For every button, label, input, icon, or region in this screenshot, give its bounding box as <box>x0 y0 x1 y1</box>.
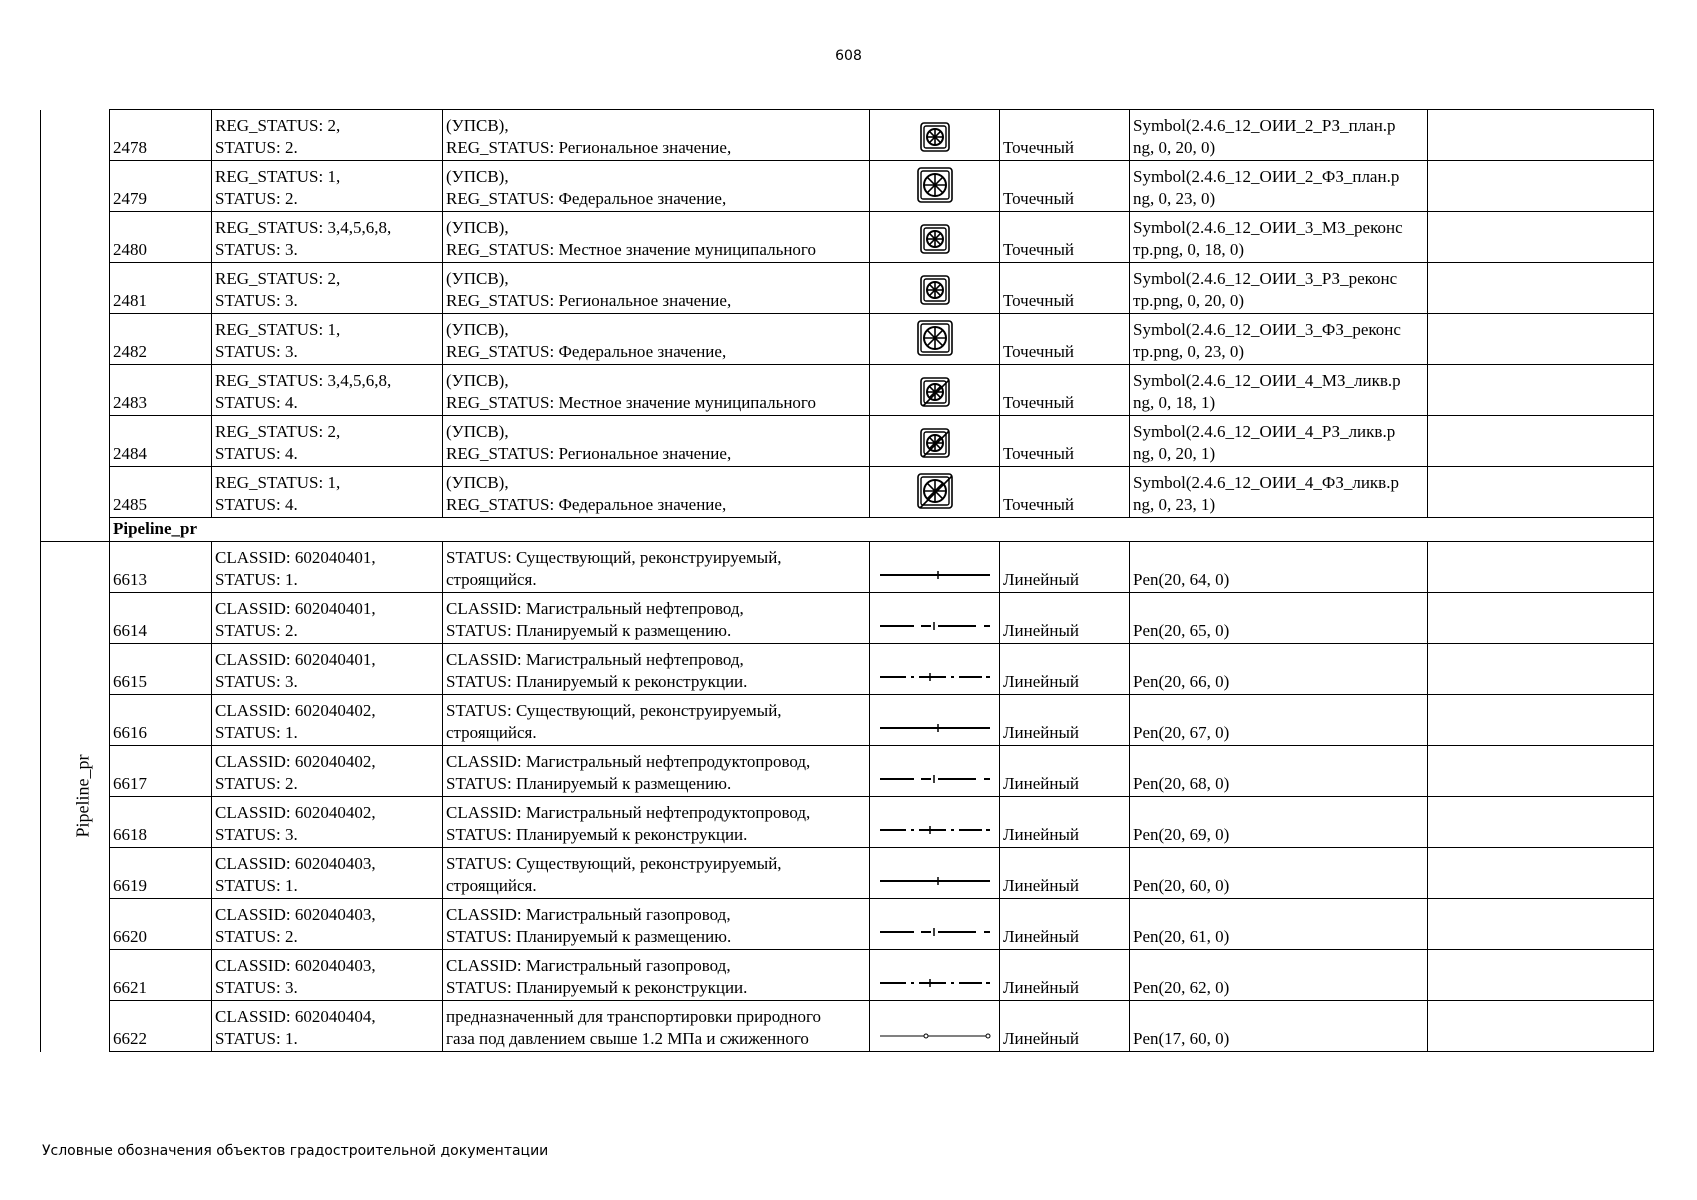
code-cell: 2479 <box>110 161 212 212</box>
table-row <box>41 797 1654 848</box>
parameter-line1: Symbol(2.4.6_12_ОИИ_4_РЗ_ликв.p <box>1133 422 1396 441</box>
condition-cell <box>212 110 443 161</box>
condition-line2: STATUS: 1. <box>215 1029 298 1048</box>
description-line1: предназначенный для транспортировки природного <box>446 1007 822 1026</box>
condition-line2: STATUS: 3. <box>215 240 298 259</box>
pipeline-line-symbol-icon <box>876 672 994 691</box>
condition-line1: CLASSID: 602040402, <box>215 803 376 822</box>
condition-line1: CLASSID: 602040403, <box>215 956 376 975</box>
code-cell: 6618 <box>110 797 212 848</box>
description-cell <box>443 797 870 848</box>
geometry-type-cell: Линейный <box>1000 899 1130 950</box>
parameter-cell <box>1130 365 1428 416</box>
table-row <box>41 644 1654 695</box>
condition-cell <box>212 416 443 467</box>
description-cell <box>443 1001 870 1052</box>
code-cell: 2478 <box>110 110 212 161</box>
parameter-line1: Symbol(2.4.6_12_ОИИ_2_РЗ_план.p <box>1133 116 1396 135</box>
description-line2: REG_STATUS: Федеральное значение, <box>446 495 727 514</box>
parameter-line2: тр.png, 0, 20, 0) <box>1133 291 1245 310</box>
parameter-line2: тр.png, 0, 18, 0) <box>1133 240 1245 259</box>
condition-line2: STATUS: 1. <box>215 570 298 589</box>
code-cell: 6622 <box>110 1001 212 1052</box>
geometry-type-cell: Точечный <box>1000 365 1130 416</box>
code-cell: 2485 <box>110 467 212 518</box>
parameter-cell: Pen(20, 64, 0) <box>1130 542 1428 593</box>
condition-cell <box>212 848 443 899</box>
description-line2: REG_STATUS: Региональное значение, <box>446 291 732 310</box>
pipeline-line-symbol-icon <box>876 570 994 589</box>
description-line1: CLASSID: Магистральный нефтепровод, <box>446 599 744 618</box>
description-line2: STATUS: Планируемый к размещению. <box>446 774 732 793</box>
geometry-type-cell: Точечный <box>1000 314 1130 365</box>
parameter-line2: ng, 0, 20, 1) <box>1133 444 1216 463</box>
condition-cell <box>212 365 443 416</box>
line-symbol-cell <box>870 950 1000 1001</box>
description-line2: газа под давлением свыше 1.2 МПа и сжиженного <box>446 1029 809 1048</box>
condition-line2: STATUS: 2. <box>215 621 298 640</box>
description-cell <box>443 899 870 950</box>
description-line1: (УПСВ), <box>446 473 509 492</box>
group-indent-cell <box>41 416 110 467</box>
geometry-type-cell: Линейный <box>1000 695 1130 746</box>
line-symbol-cell <box>870 542 1000 593</box>
geometry-type-cell: Точечный <box>1000 110 1130 161</box>
condition-line2: STATUS: 2. <box>215 189 298 208</box>
description-line2: STATUS: Планируемый к реконструкции. <box>446 978 748 997</box>
description-line1: STATUS: Существующий, реконструируемый, <box>446 854 782 873</box>
parameter-cell: Pen(20, 67, 0) <box>1130 695 1428 746</box>
condition-cell <box>212 695 443 746</box>
code-cell: 6616 <box>110 695 212 746</box>
geometry-type-cell: Линейный <box>1000 746 1130 797</box>
notes-cell <box>1428 899 1654 950</box>
group-indent-cell <box>41 314 110 365</box>
description-cell <box>443 416 870 467</box>
condition-line1: REG_STATUS: 3,4,5,6,8, <box>215 218 392 237</box>
pipeline-line-symbol-icon <box>876 774 994 793</box>
parameter-cell <box>1130 314 1428 365</box>
line-symbol-cell <box>870 899 1000 950</box>
description-line1: (УПСВ), <box>446 218 509 237</box>
line-symbol-cell <box>870 797 1000 848</box>
parameter-cell: Pen(17, 60, 0) <box>1130 1001 1428 1052</box>
description-line1: (УПСВ), <box>446 371 509 390</box>
description-line1: STATUS: Существующий, реконструируемый, <box>446 548 782 567</box>
condition-cell <box>212 467 443 518</box>
pipeline-line-symbol-icon <box>876 1029 994 1048</box>
code-cell: 6615 <box>110 644 212 695</box>
line-symbol-cell <box>870 848 1000 899</box>
description-cell <box>443 314 870 365</box>
condition-line1: CLASSID: 602040403, <box>215 905 376 924</box>
parameter-cell: Pen(20, 66, 0) <box>1130 644 1428 695</box>
symbol-cell <box>870 263 1000 314</box>
condition-line1: REG_STATUS: 2, <box>215 269 341 288</box>
notes-cell <box>1428 950 1654 1001</box>
parameter-line2: ng, 0, 23, 0) <box>1133 189 1216 208</box>
parameter-line1: Symbol(2.4.6_12_ОИИ_2_ФЗ_план.p <box>1133 167 1400 186</box>
table-row <box>41 416 1654 467</box>
condition-line2: STATUS: 2. <box>215 774 298 793</box>
group-indent-cell <box>41 518 110 542</box>
description-line2: STATUS: Планируемый к размещению. <box>446 621 732 640</box>
condition-line1: REG_STATUS: 1, <box>215 167 341 186</box>
notes-cell <box>1428 1001 1654 1052</box>
notes-cell <box>1428 593 1654 644</box>
parameter-line1: Symbol(2.4.6_12_ОИИ_3_ФЗ_реконс <box>1133 320 1401 339</box>
parameter-line2: ng, 0, 18, 1) <box>1133 393 1216 412</box>
oii-4-fz-likv-icon <box>916 495 954 514</box>
condition-line2: STATUS: 3. <box>215 672 298 691</box>
description-cell <box>443 212 870 263</box>
parameter-cell <box>1130 263 1428 314</box>
oii-4-mz-likv-icon <box>919 393 951 412</box>
notes-cell <box>1428 467 1654 518</box>
notes-cell <box>1428 110 1654 161</box>
parameter-cell: Pen(20, 61, 0) <box>1130 899 1428 950</box>
table-row <box>41 950 1654 1001</box>
group-indent-cell <box>41 161 110 212</box>
line-symbol-cell <box>870 1001 1000 1052</box>
line-symbol-cell <box>870 593 1000 644</box>
description-line1: (УПСВ), <box>446 269 509 288</box>
description-line1: CLASSID: Магистральный нефтепровод, <box>446 650 744 669</box>
condition-cell <box>212 161 443 212</box>
condition-cell <box>212 899 443 950</box>
description-line2: REG_STATUS: Федеральное значение, <box>446 342 727 361</box>
condition-line2: STATUS: 3. <box>215 342 298 361</box>
table-row <box>41 848 1654 899</box>
description-line1: CLASSID: Магистральный нефтепродуктопровод, <box>446 803 811 822</box>
notes-cell <box>1428 848 1654 899</box>
symbol-cell <box>870 212 1000 263</box>
condition-cell <box>212 950 443 1001</box>
description-line1: CLASSID: Магистральный нефтепродуктопровод, <box>446 752 811 771</box>
description-line1: (УПСВ), <box>446 422 509 441</box>
geometry-type-cell: Линейный <box>1000 593 1130 644</box>
condition-line1: CLASSID: 602040401, <box>215 650 376 669</box>
description-line1: CLASSID: Магистральный газопровод, <box>446 956 731 975</box>
geometry-type-cell: Точечный <box>1000 161 1130 212</box>
description-line1: CLASSID: Магистральный газопровод, <box>446 905 731 924</box>
condition-line1: CLASSID: 602040404, <box>215 1007 376 1026</box>
code-cell: 2480 <box>110 212 212 263</box>
pipeline-line-symbol-icon <box>876 978 994 997</box>
side-group-label-text: Pipeline_pr <box>72 754 93 838</box>
condition-line2: STATUS: 3. <box>215 978 298 997</box>
description-line2: строящийся. <box>446 570 537 589</box>
legend-table <box>40 109 1654 1052</box>
table-row <box>41 263 1654 314</box>
description-cell <box>443 848 870 899</box>
condition-line2: STATUS: 4. <box>215 393 298 412</box>
parameter-cell: Pen(20, 60, 0) <box>1130 848 1428 899</box>
parameter-cell: Pen(20, 69, 0) <box>1130 797 1428 848</box>
parameter-line2: ng, 0, 20, 0) <box>1133 138 1216 157</box>
notes-cell <box>1428 644 1654 695</box>
table-row <box>41 542 1654 593</box>
oii-3-fz-rekonstr-icon <box>916 342 954 361</box>
geometry-type-cell: Линейный <box>1000 644 1130 695</box>
geometry-type-cell: Точечный <box>1000 212 1130 263</box>
parameter-cell <box>1130 212 1428 263</box>
code-cell: 6621 <box>110 950 212 1001</box>
geometry-type-cell: Линейный <box>1000 797 1130 848</box>
condition-line2: STATUS: 1. <box>215 723 298 742</box>
group-indent-cell <box>41 212 110 263</box>
description-cell <box>443 263 870 314</box>
table-row <box>41 314 1654 365</box>
condition-line1: CLASSID: 602040401, <box>215 599 376 618</box>
table-row <box>41 593 1654 644</box>
pipeline-line-symbol-icon <box>876 723 994 742</box>
code-cell: 6619 <box>110 848 212 899</box>
pipeline-line-symbol-icon <box>876 825 994 844</box>
condition-line1: REG_STATUS: 3,4,5,6,8, <box>215 371 392 390</box>
line-symbol-cell <box>870 695 1000 746</box>
symbol-cell <box>870 314 1000 365</box>
condition-line2: STATUS: 3. <box>215 825 298 844</box>
parameter-line1: Symbol(2.4.6_12_ОИИ_4_ФЗ_ликв.p <box>1133 473 1399 492</box>
notes-cell <box>1428 695 1654 746</box>
parameter-line2: ng, 0, 23, 1) <box>1133 495 1216 514</box>
code-cell: 6620 <box>110 899 212 950</box>
parameter-line1: Symbol(2.4.6_12_ОИИ_3_МЗ_реконс <box>1133 218 1403 237</box>
code-cell: 2483 <box>110 365 212 416</box>
condition-line1: REG_STATUS: 1, <box>215 473 341 492</box>
symbol-cell <box>870 365 1000 416</box>
code-cell: 6614 <box>110 593 212 644</box>
pipeline-line-symbol-icon <box>876 927 994 946</box>
condition-cell <box>212 263 443 314</box>
notes-cell <box>1428 365 1654 416</box>
table-row <box>41 212 1654 263</box>
description-line2: строящийся. <box>446 876 537 895</box>
description-line2: REG_STATUS: Местное значение муниципального <box>446 393 816 412</box>
code-cell: 2482 <box>110 314 212 365</box>
code-cell: 6613 <box>110 542 212 593</box>
symbol-cell <box>870 161 1000 212</box>
line-symbol-cell <box>870 644 1000 695</box>
description-line2: REG_STATUS: Местное значение муниципального <box>446 240 816 259</box>
parameter-cell <box>1130 161 1428 212</box>
description-line2: REG_STATUS: Федеральное значение, <box>446 189 727 208</box>
condition-line2: STATUS: 1. <box>215 876 298 895</box>
description-cell <box>443 695 870 746</box>
table-row <box>41 161 1654 212</box>
oii-2-rz-plan-icon <box>919 138 951 157</box>
condition-cell <box>212 542 443 593</box>
parameter-cell: Pen(20, 65, 0) <box>1130 593 1428 644</box>
description-line2: STATUS: Планируемый к реконструкции. <box>446 825 748 844</box>
description-cell <box>443 644 870 695</box>
description-line2: STATUS: Планируемый к размещению. <box>446 927 732 946</box>
table-row <box>41 695 1654 746</box>
oii-3-rz-rekonstr-icon <box>919 291 951 310</box>
symbol-cell <box>870 467 1000 518</box>
condition-line1: CLASSID: 602040402, <box>215 701 376 720</box>
description-cell <box>443 365 870 416</box>
group-indent-cell <box>41 110 110 161</box>
condition-cell <box>212 1001 443 1052</box>
condition-cell <box>212 314 443 365</box>
notes-cell <box>1428 746 1654 797</box>
pipeline-line-symbol-icon <box>876 621 994 640</box>
condition-line2: STATUS: 4. <box>215 495 298 514</box>
table-row <box>41 110 1654 161</box>
description-line2: STATUS: Планируемый к реконструкции. <box>446 672 748 691</box>
table-row <box>41 899 1654 950</box>
parameter-line1: Symbol(2.4.6_12_ОИИ_4_МЗ_ликв.p <box>1133 371 1401 390</box>
description-line2: REG_STATUS: Региональное значение, <box>446 138 732 157</box>
condition-line2: STATUS: 3. <box>215 291 298 310</box>
condition-cell <box>212 746 443 797</box>
geometry-type-cell: Линейный <box>1000 950 1130 1001</box>
pipeline-line-symbol-icon <box>876 876 994 895</box>
description-cell <box>443 542 870 593</box>
geometry-type-cell: Линейный <box>1000 542 1130 593</box>
condition-line1: REG_STATUS: 2, <box>215 422 341 441</box>
line-symbol-cell <box>870 746 1000 797</box>
condition-line1: REG_STATUS: 2, <box>215 116 341 135</box>
parameter-line2: тр.png, 0, 23, 0) <box>1133 342 1245 361</box>
description-line2: строящийся. <box>446 723 537 742</box>
description-line2: REG_STATUS: Региональное значение, <box>446 444 732 463</box>
notes-cell <box>1428 212 1654 263</box>
condition-line2: STATUS: 4. <box>215 444 298 463</box>
condition-line1: CLASSID: 602040403, <box>215 854 376 873</box>
geometry-type-cell: Линейный <box>1000 848 1130 899</box>
notes-cell <box>1428 314 1654 365</box>
side-group-label <box>41 542 110 1052</box>
parameter-cell: Pen(20, 62, 0) <box>1130 950 1428 1001</box>
description-cell <box>443 161 870 212</box>
parameter-cell <box>1130 467 1428 518</box>
geometry-type-cell: Точечный <box>1000 467 1130 518</box>
notes-cell <box>1428 416 1654 467</box>
condition-line1: CLASSID: 602040401, <box>215 548 376 567</box>
group-indent-cell <box>41 263 110 314</box>
parameter-line1: Symbol(2.4.6_12_ОИИ_3_РЗ_реконс <box>1133 269 1398 288</box>
description-line1: STATUS: Существующий, реконструируемый, <box>446 701 782 720</box>
condition-cell <box>212 797 443 848</box>
description-cell <box>443 746 870 797</box>
condition-cell <box>212 593 443 644</box>
description-cell <box>443 593 870 644</box>
code-cell: 2484 <box>110 416 212 467</box>
footer-caption: Условные обозначения объектов градостроительной документации <box>42 1143 549 1159</box>
geometry-type-cell: Линейный <box>1000 1001 1130 1052</box>
group-title: Pipeline_pr <box>110 518 1654 542</box>
oii-2-fz-plan-icon <box>916 189 954 208</box>
description-line1: (УПСВ), <box>446 167 509 186</box>
geometry-type-cell: Точечный <box>1000 263 1130 314</box>
group-indent-cell <box>41 365 110 416</box>
condition-line1: REG_STATUS: 1, <box>215 320 341 339</box>
condition-line1: CLASSID: 602040402, <box>215 752 376 771</box>
table-row <box>41 746 1654 797</box>
code-cell: 2481 <box>110 263 212 314</box>
condition-cell <box>212 644 443 695</box>
parameter-cell: Pen(20, 68, 0) <box>1130 746 1428 797</box>
oii-4-rz-likv-icon <box>919 444 951 463</box>
description-cell <box>443 467 870 518</box>
code-cell: 6617 <box>110 746 212 797</box>
notes-cell <box>1428 797 1654 848</box>
condition-cell <box>212 212 443 263</box>
table-row <box>41 365 1654 416</box>
page-number: 608 <box>835 48 862 64</box>
notes-cell <box>1428 263 1654 314</box>
parameter-cell <box>1130 110 1428 161</box>
table-row <box>41 467 1654 518</box>
symbol-cell <box>870 110 1000 161</box>
table-row <box>41 1001 1654 1052</box>
group-header-row <box>41 518 1654 542</box>
parameter-cell <box>1130 416 1428 467</box>
oii-3-mz-rekonstr-icon <box>919 240 951 259</box>
notes-cell <box>1428 542 1654 593</box>
condition-line2: STATUS: 2. <box>215 138 298 157</box>
condition-line2: STATUS: 2. <box>215 927 298 946</box>
description-cell <box>443 950 870 1001</box>
description-cell <box>443 110 870 161</box>
description-line1: (УПСВ), <box>446 116 509 135</box>
description-line1: (УПСВ), <box>446 320 509 339</box>
symbol-cell <box>870 416 1000 467</box>
group-indent-cell <box>41 467 110 518</box>
geometry-type-cell: Точечный <box>1000 416 1130 467</box>
notes-cell <box>1428 161 1654 212</box>
